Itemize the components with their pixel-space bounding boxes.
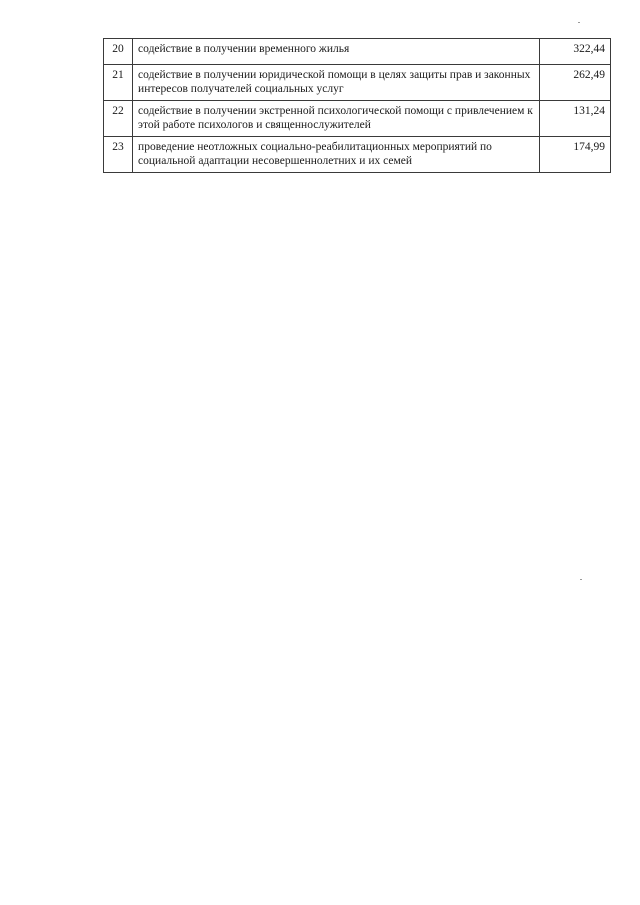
table-row	[104, 101, 611, 137]
row-number: 20	[104, 39, 133, 65]
scan-speck	[580, 579, 582, 580]
row-number: 23	[104, 137, 133, 173]
service-price: 174,99	[539, 137, 610, 173]
service-description: содействие в получении экстренной психологической помощи с привлечением к этой работе психологов и священнослужителей	[133, 101, 540, 137]
scan-speck	[578, 22, 580, 23]
service-description: содействие в получении юридической помощи в целях защиты прав и законных интересов получателей социальных услуг	[133, 65, 540, 101]
services-price-table	[103, 38, 611, 173]
service-description: содействие в получении временного жилья	[133, 39, 540, 65]
service-price: 322,44	[539, 39, 610, 65]
service-price: 262,49	[539, 65, 610, 101]
table-row	[104, 137, 611, 173]
table-row	[104, 39, 611, 65]
row-number: 21	[104, 65, 133, 101]
table-row	[104, 65, 611, 101]
row-number: 22	[104, 101, 133, 137]
service-description: проведение неотложных социально-реабилитационных мероприятий по социальной адаптации несовершеннолетних и их семей	[133, 137, 540, 173]
service-price: 131,24	[539, 101, 610, 137]
